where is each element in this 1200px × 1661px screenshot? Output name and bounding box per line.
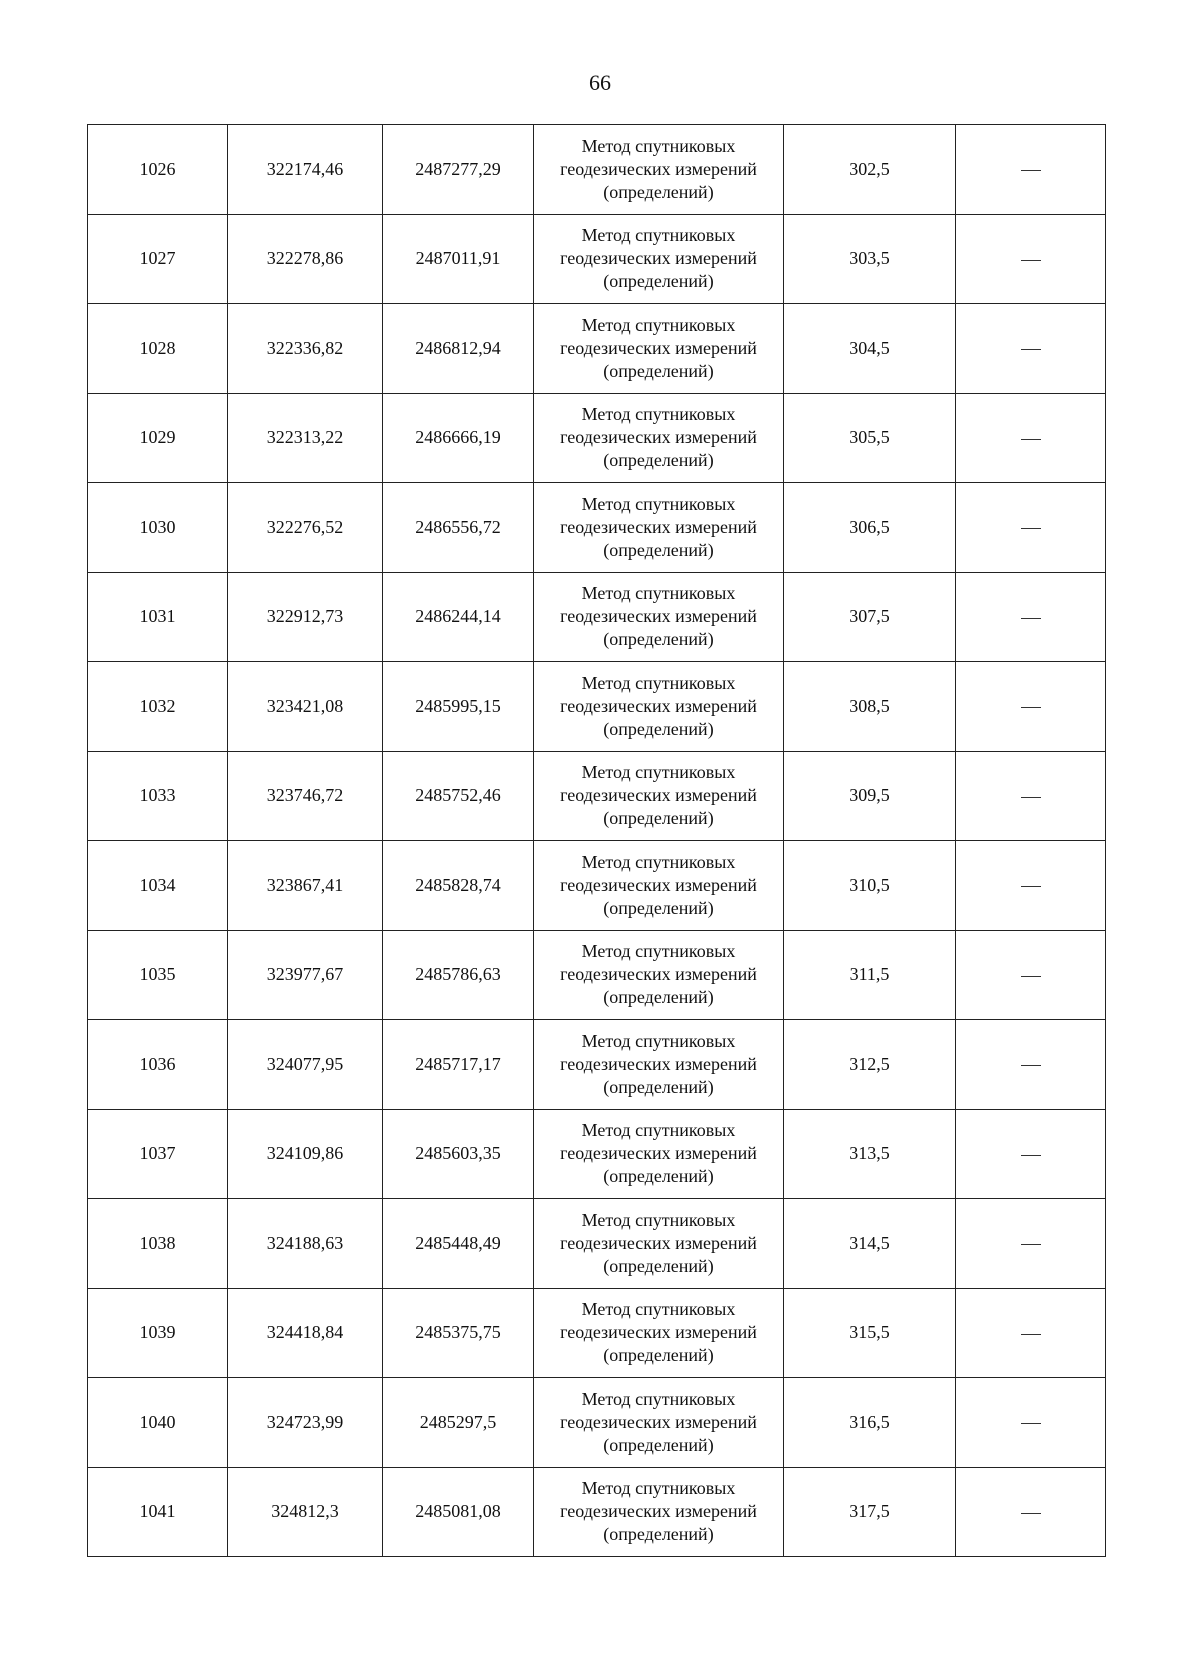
- dash-mark: [1021, 1065, 1041, 1066]
- dash-mark: [1021, 1334, 1041, 1335]
- method-line: Метод спутниковых: [581, 851, 736, 872]
- accuracy-cell: 309,5: [784, 751, 956, 841]
- dash-mark: [1021, 618, 1041, 619]
- x-coordinate-cell: 324188,63: [228, 1199, 383, 1289]
- y-coordinate-cell: 2486556,72: [383, 483, 534, 573]
- x-coordinate-cell: 324418,84: [228, 1288, 383, 1378]
- table-row: [88, 1199, 1106, 1289]
- y-coordinate-cell: 2485603,35: [383, 1109, 534, 1199]
- method-cell: [534, 930, 784, 1020]
- accuracy-cell: 317,5: [784, 1467, 956, 1557]
- accuracy-cell: 315,5: [784, 1288, 956, 1378]
- method-line: Метод спутниковых: [581, 1299, 736, 1320]
- y-coordinate-cell: 2487277,29: [383, 125, 534, 215]
- x-coordinate-cell: 322313,22: [228, 393, 383, 483]
- accuracy-cell: 312,5: [784, 1020, 956, 1110]
- dash-mark: [1021, 439, 1041, 440]
- x-coordinate-cell: 324077,95: [228, 1020, 383, 1110]
- point-number-cell: 1039: [88, 1288, 228, 1378]
- method-cell: [534, 125, 784, 215]
- table-row: [88, 1020, 1106, 1110]
- method-line: (определений): [603, 897, 714, 918]
- x-coordinate-cell: 324723,99: [228, 1378, 383, 1468]
- x-coordinate-cell: 323746,72: [228, 751, 383, 841]
- method-line: геодезических измерений: [560, 606, 757, 627]
- note-cell: [956, 930, 1106, 1020]
- accuracy-cell: 307,5: [784, 572, 956, 662]
- x-coordinate-cell: 324812,3: [228, 1467, 383, 1557]
- dash-mark: [1021, 1244, 1041, 1245]
- y-coordinate-cell: 2485717,17: [383, 1020, 534, 1110]
- point-number-cell: 1026: [88, 125, 228, 215]
- method-line: (определений): [603, 271, 714, 292]
- dash-mark: [1021, 528, 1041, 529]
- accuracy-cell: 313,5: [784, 1109, 956, 1199]
- table-row: [88, 841, 1106, 931]
- method-line: геодезических измерений: [560, 337, 757, 358]
- method-line: геодезических измерений: [560, 1322, 757, 1343]
- note-cell: [956, 1467, 1106, 1557]
- method-line: Метод спутниковых: [581, 1388, 736, 1409]
- note-cell: [956, 483, 1106, 573]
- x-coordinate-cell: 324109,86: [228, 1109, 383, 1199]
- dash-mark: [1021, 707, 1041, 708]
- accuracy-cell: 314,5: [784, 1199, 956, 1289]
- point-number-cell: 1041: [88, 1467, 228, 1557]
- point-number-cell: 1029: [88, 393, 228, 483]
- point-number-cell: 1036: [88, 1020, 228, 1110]
- method-line: (определений): [603, 718, 714, 739]
- table-row: [88, 214, 1106, 304]
- point-number-cell: 1037: [88, 1109, 228, 1199]
- method-line: (определений): [603, 987, 714, 1008]
- x-coordinate-cell: 323421,08: [228, 662, 383, 752]
- method-line: геодезических измерений: [560, 874, 757, 895]
- coordinates-table: [87, 124, 1106, 1557]
- method-cell: [534, 304, 784, 394]
- table-row: [88, 125, 1106, 215]
- point-number-cell: 1033: [88, 751, 228, 841]
- table-row: [88, 393, 1106, 483]
- method-line: (определений): [603, 629, 714, 650]
- method-line: (определений): [603, 1345, 714, 1366]
- method-line: геодезических измерений: [560, 1411, 757, 1432]
- method-line: Метод спутниковых: [581, 1030, 736, 1051]
- method-line: геодезических измерений: [560, 1143, 757, 1164]
- point-number-cell: 1027: [88, 214, 228, 304]
- method-cell: [534, 662, 784, 752]
- point-number-cell: 1040: [88, 1378, 228, 1468]
- method-line: Метод спутниковых: [581, 314, 736, 335]
- accuracy-cell: 302,5: [784, 125, 956, 215]
- method-line: (определений): [603, 181, 714, 202]
- table-row: [88, 483, 1106, 573]
- accuracy-cell: 304,5: [784, 304, 956, 394]
- method-line: Метод спутниковых: [581, 1209, 736, 1230]
- note-cell: [956, 572, 1106, 662]
- table-row: [88, 1378, 1106, 1468]
- table-row: [88, 1288, 1106, 1378]
- dash-mark: [1021, 349, 1041, 350]
- y-coordinate-cell: 2486666,19: [383, 393, 534, 483]
- method-line: геодезических измерений: [560, 1232, 757, 1253]
- method-cell: [534, 214, 784, 304]
- method-line: Метод спутниковых: [581, 762, 736, 783]
- method-line: (определений): [603, 1434, 714, 1455]
- method-cell: [534, 841, 784, 931]
- method-line: геодезических измерений: [560, 158, 757, 179]
- method-line: геодезических измерений: [560, 1053, 757, 1074]
- dash-mark: [1021, 1423, 1041, 1424]
- table-row: [88, 751, 1106, 841]
- note-cell: [956, 841, 1106, 931]
- note-cell: [956, 393, 1106, 483]
- note-cell: [956, 304, 1106, 394]
- method-cell: [534, 1109, 784, 1199]
- accuracy-cell: 310,5: [784, 841, 956, 931]
- y-coordinate-cell: 2485786,63: [383, 930, 534, 1020]
- method-line: Метод спутниковых: [581, 941, 736, 962]
- table-row: [88, 662, 1106, 752]
- method-line: Метод спутниковых: [581, 135, 736, 156]
- method-line: Метод спутниковых: [581, 493, 736, 514]
- point-number-cell: 1035: [88, 930, 228, 1020]
- x-coordinate-cell: 322336,82: [228, 304, 383, 394]
- x-coordinate-cell: 323867,41: [228, 841, 383, 931]
- method-cell: [534, 1020, 784, 1110]
- y-coordinate-cell: 2485375,75: [383, 1288, 534, 1378]
- y-coordinate-cell: 2486244,14: [383, 572, 534, 662]
- y-coordinate-cell: 2486812,94: [383, 304, 534, 394]
- y-coordinate-cell: 2485081,08: [383, 1467, 534, 1557]
- method-cell: [534, 751, 784, 841]
- y-coordinate-cell: 2487011,91: [383, 214, 534, 304]
- point-number-cell: 1038: [88, 1199, 228, 1289]
- method-cell: [534, 393, 784, 483]
- method-line: (определений): [603, 808, 714, 829]
- table-row: [88, 572, 1106, 662]
- dash-mark: [1021, 976, 1041, 977]
- note-cell: [956, 1199, 1106, 1289]
- table-row: [88, 930, 1106, 1020]
- y-coordinate-cell: 2485752,46: [383, 751, 534, 841]
- method-line: (определений): [603, 1524, 714, 1545]
- point-number-cell: 1031: [88, 572, 228, 662]
- method-line: Метод спутниковых: [581, 404, 736, 425]
- accuracy-cell: 311,5: [784, 930, 956, 1020]
- note-cell: [956, 1288, 1106, 1378]
- point-number-cell: 1034: [88, 841, 228, 931]
- table-row: [88, 304, 1106, 394]
- note-cell: [956, 751, 1106, 841]
- x-coordinate-cell: 322912,73: [228, 572, 383, 662]
- method-line: геодезических измерений: [560, 785, 757, 806]
- table-row: [88, 1109, 1106, 1199]
- note-cell: [956, 1020, 1106, 1110]
- method-line: Метод спутниковых: [581, 583, 736, 604]
- method-line: геодезических измерений: [560, 964, 757, 985]
- method-line: (определений): [603, 1076, 714, 1097]
- x-coordinate-cell: 322174,46: [228, 125, 383, 215]
- method-cell: [534, 483, 784, 573]
- page-number: 66: [589, 70, 611, 95]
- point-number-cell: 1030: [88, 483, 228, 573]
- method-line: Метод спутниковых: [581, 1478, 736, 1499]
- accuracy-cell: 303,5: [784, 214, 956, 304]
- method-line: геодезических измерений: [560, 516, 757, 537]
- accuracy-cell: 316,5: [784, 1378, 956, 1468]
- table-row: [88, 1467, 1106, 1557]
- method-cell: [534, 1378, 784, 1468]
- method-line: Метод спутниковых: [581, 1120, 736, 1141]
- method-cell: [534, 1467, 784, 1557]
- note-cell: [956, 1109, 1106, 1199]
- method-line: (определений): [603, 360, 714, 381]
- dash-mark: [1021, 170, 1041, 171]
- accuracy-cell: 308,5: [784, 662, 956, 752]
- y-coordinate-cell: 2485448,49: [383, 1199, 534, 1289]
- x-coordinate-cell: 322276,52: [228, 483, 383, 573]
- method-cell: [534, 1288, 784, 1378]
- x-coordinate-cell: 323977,67: [228, 930, 383, 1020]
- method-line: Метод спутниковых: [581, 672, 736, 693]
- x-coordinate-cell: 322278,86: [228, 214, 383, 304]
- method-line: Метод спутниковых: [581, 225, 736, 246]
- note-cell: [956, 1378, 1106, 1468]
- accuracy-cell: 306,5: [784, 483, 956, 573]
- point-number-cell: 1032: [88, 662, 228, 752]
- note-cell: [956, 662, 1106, 752]
- point-number-cell: 1028: [88, 304, 228, 394]
- y-coordinate-cell: 2485297,5: [383, 1378, 534, 1468]
- method-line: (определений): [603, 1166, 714, 1187]
- dash-mark: [1021, 797, 1041, 798]
- y-coordinate-cell: 2485828,74: [383, 841, 534, 931]
- method-line: (определений): [603, 450, 714, 471]
- method-cell: [534, 572, 784, 662]
- method-cell: [534, 1199, 784, 1289]
- method-line: (определений): [603, 539, 714, 560]
- dash-mark: [1021, 1513, 1041, 1514]
- method-line: геодезических измерений: [560, 695, 757, 716]
- method-line: (определений): [603, 1255, 714, 1276]
- dash-mark: [1021, 886, 1041, 887]
- method-line: геодезических измерений: [560, 248, 757, 269]
- note-cell: [956, 125, 1106, 215]
- accuracy-cell: 305,5: [784, 393, 956, 483]
- y-coordinate-cell: 2485995,15: [383, 662, 534, 752]
- table-body: [88, 125, 1106, 1557]
- method-line: геодезических измерений: [560, 1501, 757, 1522]
- dash-mark: [1021, 260, 1041, 261]
- dash-mark: [1021, 1155, 1041, 1156]
- note-cell: [956, 214, 1106, 304]
- method-line: геодезических измерений: [560, 427, 757, 448]
